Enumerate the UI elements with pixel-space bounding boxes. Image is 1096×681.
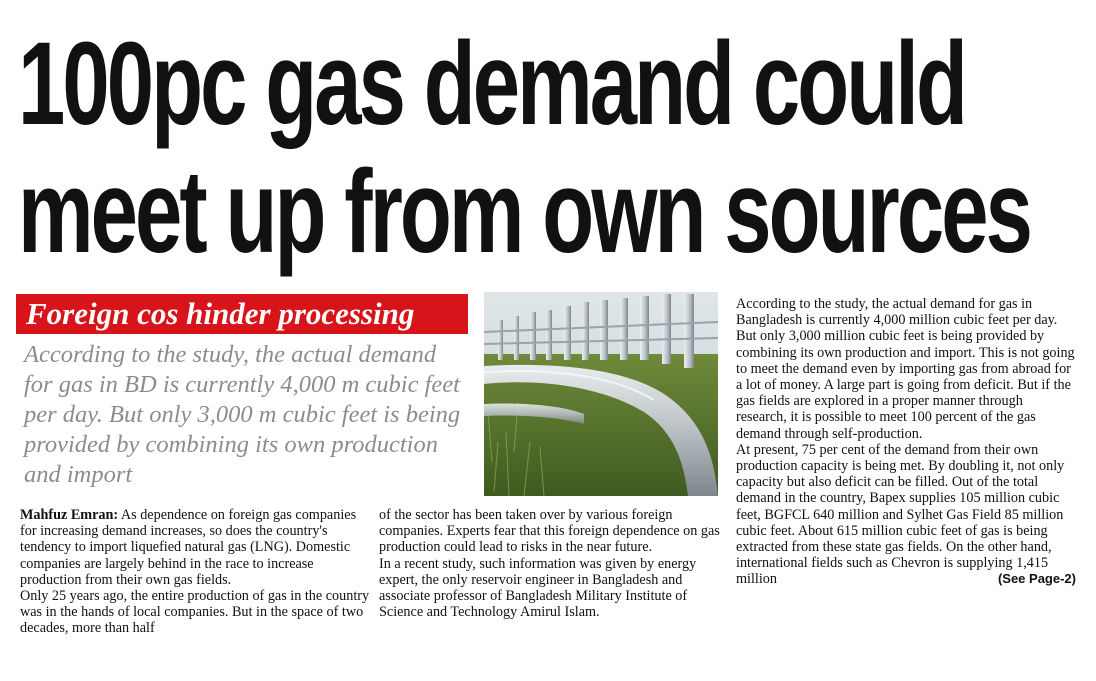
standfirst: According to the study, the actual demand for gas in BD is currently 4,000 m cubic feet per day. But only 3,000 m cubic feet is being provided by combining its own production and import <box>24 341 461 488</box>
byline: Mahfuz Emran: <box>20 507 119 523</box>
kicker-banner: Foreign cos hinder processing <box>16 294 468 334</box>
see-page-link[interactable]: (See Page-2) <box>997 571 1076 587</box>
article-paragraph: Only 25 years ago, the entire production of gas in the country was in the hands of local companies. But in the space of two decades, more than half <box>20 588 370 637</box>
article-paragraph <box>736 442 1076 588</box>
article-paragraph: According to the study, the actual demand for gas in Bangladesh is currently 4,000 million cubic feet per day. But only 3,000 million cubic feet is being provided by combining its own production and import. This is not going to meet the demand even by importing gas from abroad for a lot of money. A large part is going from deficit. But if the gas fields are explored in a proper manner through research, it is possible to meet 100 percent of the gas demand through self-production. <box>736 296 1075 442</box>
pipeline-illustration <box>484 292 718 496</box>
headline-line-2: meet up from own sources <box>18 146 1030 278</box>
article-text: At present, 75 per cent of the demand from their own production capacity is being met. By doubling it, not only capacity but also deficit can be filled. Out of the total demand in the country, Bapex supplies 105 million cubic feet, BGFCL 640 million and Sylhet Gas Field 85 million cubic feet. About 615 million cubic feet of gas is being extracted from these state gas fields. On the other hand, international fields such as Chevron is supplying 1,415 million <box>736 441 1065 588</box>
article-paragraph: of the sector has been taken over by various foreign companies. Experts fear that this foreign dependence on gas production could lead to risks in the near future. <box>379 507 720 556</box>
gas-pipeline-photo <box>484 292 718 496</box>
article-paragraph <box>20 507 370 588</box>
article-column-2 <box>379 507 721 620</box>
headline-line-1: 100pc gas demand could <box>18 18 966 150</box>
article-paragraph: In a recent study, such information was given by energy expert, the only reservoir engineer in Bangladesh and associate professor of Bangladesh Military Institute of Science and Technology Amirul Islam. <box>379 555 697 621</box>
article-column-3 <box>736 296 1076 588</box>
article-column-1 <box>20 507 370 637</box>
headline <box>18 20 1078 276</box>
article-text: As dependence on foreign gas companies for increasing demand increases, so does the country's tendency to import liquefied natural gas (LNG). Domestic companies are largely behind in the race to increase production from their own gas fields. <box>20 507 357 588</box>
